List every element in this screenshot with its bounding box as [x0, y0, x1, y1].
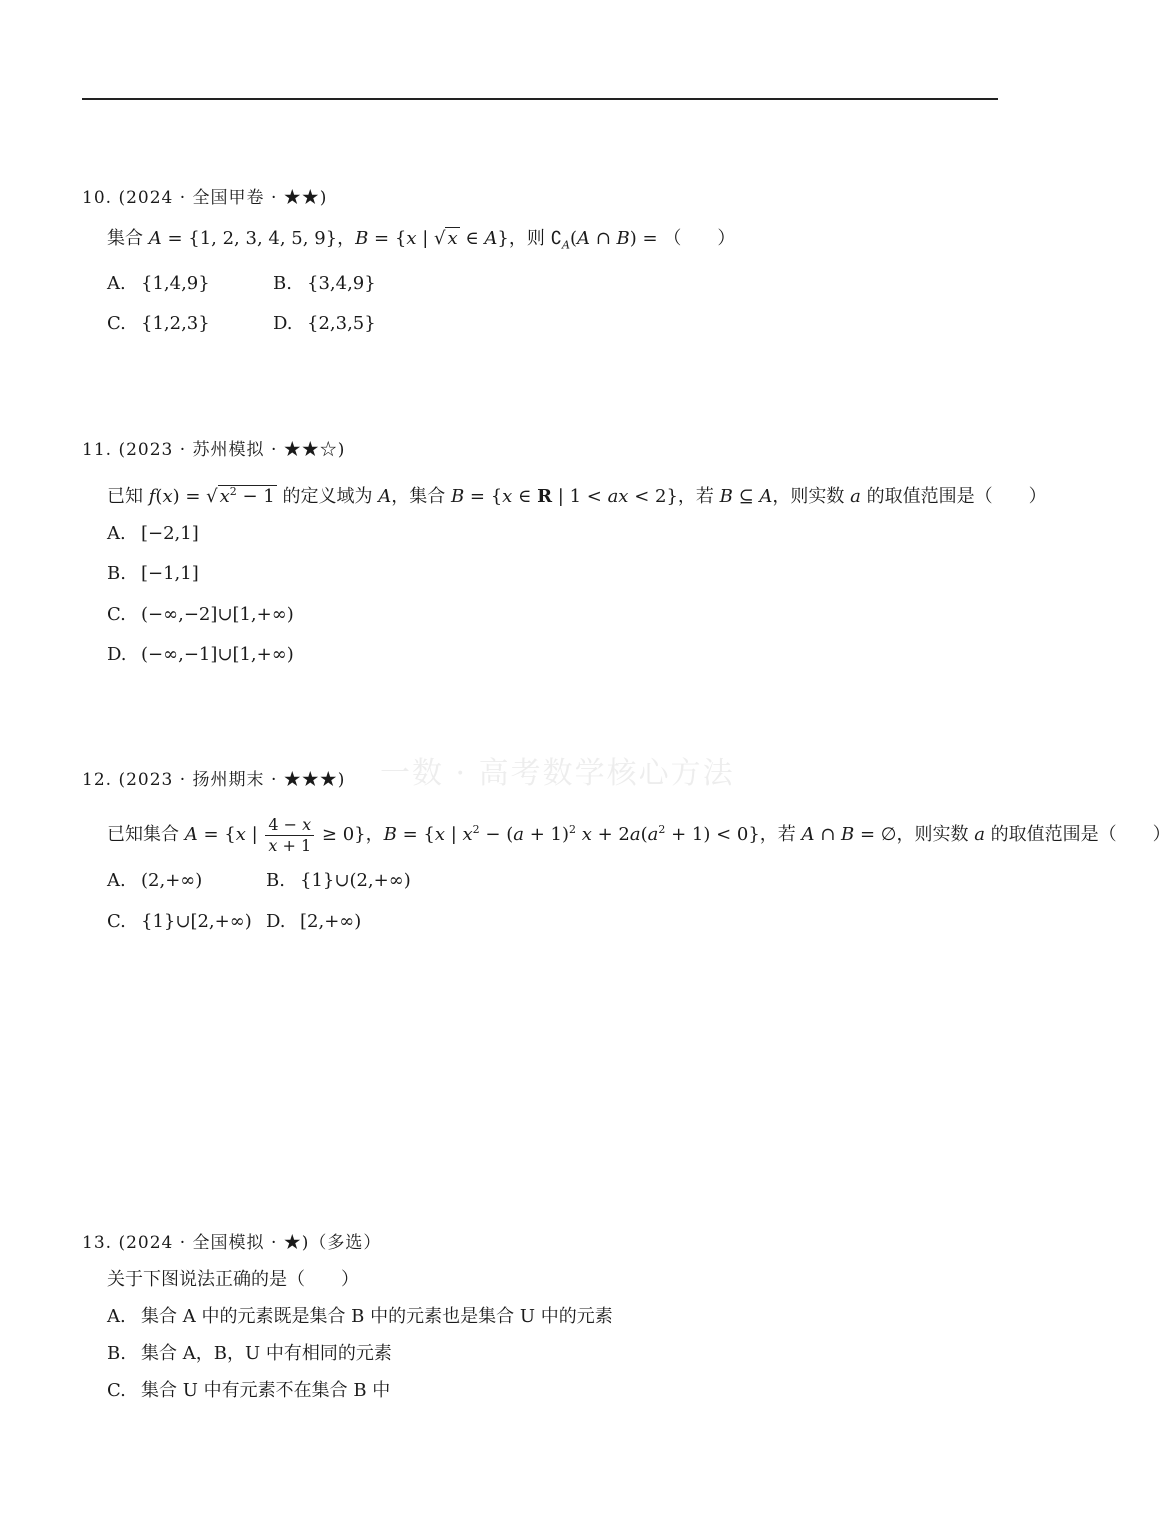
option-label: A.	[107, 523, 126, 544]
option-label: A.	[107, 870, 126, 891]
question-12-option-c[interactable]	[107, 910, 252, 934]
question-12-option-b[interactable]	[266, 869, 411, 893]
question-11-option-c[interactable]	[107, 603, 294, 627]
option-text: (−∞,−1]∪[1,+∞)	[141, 644, 294, 665]
question-10-stem: 集合 A = {1, 2, 3, 4, 5, 9}，B = {x | √ x ∈ A}，则 $∁_A(A$ ∩ B) = （ ）	[107, 228, 736, 252]
question-10-option-d[interactable]	[273, 312, 376, 336]
option-text: {1}∪(2,+∞)	[300, 870, 411, 891]
question-13-option-b[interactable]	[107, 1342, 392, 1366]
option-text: 集合 A 中的元素既是集合 B 中的元素也是集合 U 中的元素	[141, 1306, 613, 1327]
question-13-header: 13. (2024 · 全国模拟 · ★)（多选）	[82, 1233, 382, 1253]
question-10-option-b[interactable]	[273, 272, 376, 296]
option-label: D.	[107, 644, 127, 665]
option-label: C.	[107, 604, 126, 625]
question-11-option-a[interactable]	[107, 522, 199, 546]
option-text: {1,2,3}	[141, 313, 210, 334]
question-11-option-d[interactable]	[107, 643, 294, 667]
option-label: C.	[107, 313, 126, 334]
option-text: [−1,1]	[141, 563, 199, 584]
option-text: {3,4,9}	[307, 273, 376, 294]
option-label: B.	[107, 1343, 126, 1364]
fraction: $\frac{4 - x}{x + 1}$	[265, 815, 314, 856]
header-rule	[82, 98, 998, 100]
option-text: [2,+∞)	[300, 911, 362, 932]
option-label: A.	[107, 1306, 126, 1327]
option-label: C.	[107, 911, 126, 932]
option-text: (−∞,−2]∪[1,+∞)	[141, 604, 294, 625]
option-label: D.	[273, 313, 293, 334]
option-text: (2,+∞)	[141, 870, 203, 891]
question-12-option-a[interactable]	[107, 869, 202, 893]
option-text: {1,4,9}	[141, 273, 210, 294]
option-label: B.	[107, 563, 126, 584]
question-11-header: 11. (2023 · 苏州模拟 · ★★☆)	[82, 440, 346, 460]
option-text: {2,3,5}	[307, 313, 376, 334]
question-12-stem: 已知集合 A = {x | $\frac{4 - x}{x + 1}$ ≥ 0}，B = {x | $x^2 - (a + 1)^2$ $x + 2a(a^2 + 1) < 0$}，若 A ∩ B = ∅，则实数 a 的取值范围是（ ）	[107, 814, 1171, 855]
option-label: B.	[273, 273, 292, 294]
question-10-option-c[interactable]	[107, 312, 210, 336]
option-label: D.	[266, 911, 286, 932]
question-11-stem: 已知 f(x) = √ $x^2 - 1$ 的定义域为 A，集合 B = {x ∈ R | 1 < ax < 2}，若 B ⊆ A，则实数 a 的取值范围是（ ）	[107, 485, 1047, 507]
option-label: C.	[107, 1380, 126, 1401]
question-12-option-d[interactable]	[266, 910, 361, 934]
watermark: 一数 · 高考数学核心方法	[380, 756, 735, 791]
option-label: A.	[107, 273, 126, 294]
question-11-option-b[interactable]	[107, 562, 199, 586]
question-10-option-a[interactable]	[107, 272, 210, 296]
option-text: 集合 A，B，U 中有相同的元素	[141, 1343, 392, 1364]
option-text: {1}∪[2,+∞)	[141, 911, 252, 932]
question-12-header: 12. (2023 · 扬州期末 · ★★★)	[82, 770, 346, 790]
question-13-option-c[interactable]	[107, 1379, 390, 1403]
option-label: B.	[266, 870, 285, 891]
option-text: [−2,1]	[141, 523, 199, 544]
question-13-option-a[interactable]	[107, 1305, 613, 1329]
question-10-header: 10. (2024 · 全国甲卷 · ★★)	[82, 188, 328, 208]
option-text: 集合 U 中有元素不在集合 B 中	[141, 1380, 391, 1401]
question-13-stem: 关于下图说法正确的是（ ）	[107, 1269, 359, 1290]
